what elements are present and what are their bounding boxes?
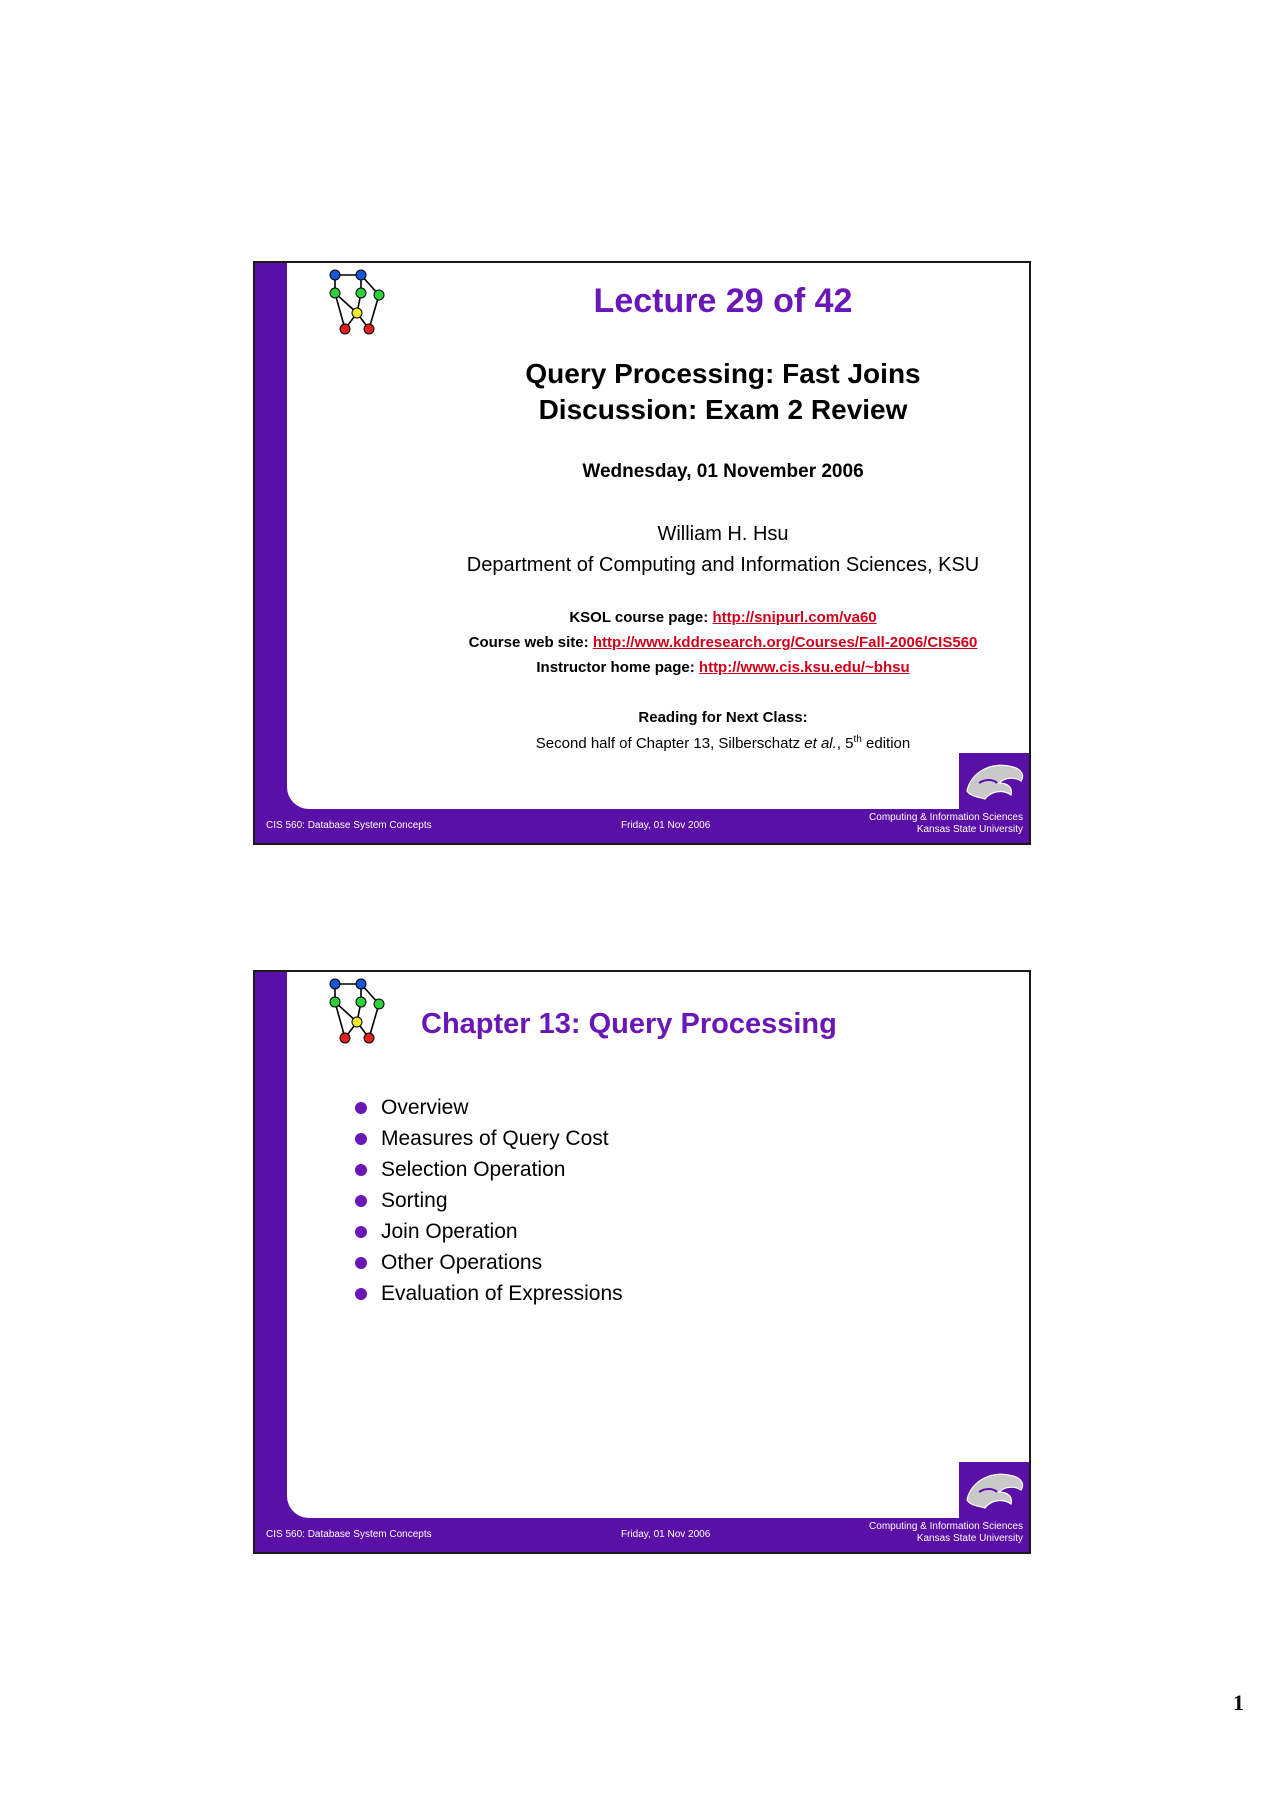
list-item: [355, 1092, 623, 1123]
ksu-wildcat-logo-icon: [959, 1462, 1029, 1520]
list-item: [355, 1216, 623, 1247]
topic-list: [355, 1092, 623, 1309]
footer-course: CIS 560: Database System Concepts: [266, 820, 432, 831]
author-name: William H. Hsu: [657, 523, 789, 545]
reading-text: [287, 734, 1029, 752]
list-item: [355, 1123, 623, 1154]
list-item-label: Sorting: [381, 1189, 448, 1212]
subtitle-line-2: Discussion: Exam 2 Review: [538, 394, 908, 425]
bullet-icon: [355, 1195, 367, 1207]
bullet-icon: [355, 1226, 367, 1238]
list-item: [355, 1247, 623, 1278]
bullet-icon: [355, 1133, 367, 1145]
footer-institution: [869, 812, 1023, 836]
list-item-label: Overview: [381, 1096, 469, 1119]
instructor-home-line: [287, 659, 1029, 676]
reading-text-post: edition: [861, 735, 911, 752]
footer-institution-line-2: Kansas State University: [916, 1533, 1023, 1544]
bullet-icon: [355, 1102, 367, 1114]
list-item-label: Selection Operation: [381, 1158, 566, 1181]
slide-content-area: [287, 972, 1029, 1518]
reading-text-mid: , 5: [836, 735, 854, 752]
bullet-icon: [355, 1257, 367, 1269]
ksol-label: KSOL course page:: [569, 609, 713, 626]
course-web-label: Course web site:: [468, 634, 593, 651]
footer-institution-line-1: Computing & Information Sciences: [869, 1521, 1023, 1532]
footer-date: Friday, 01 Nov 2006: [621, 1529, 711, 1540]
ksol-link[interactable]: http://snipurl.com/va60: [712, 609, 877, 626]
ksu-wildcat-logo-icon: [959, 753, 1029, 811]
reading-text-italic: et al.: [804, 735, 837, 752]
instructor-home-label: Instructor home page:: [536, 659, 699, 676]
footer-institution-line-2: Kansas State University: [916, 824, 1023, 835]
reading-heading: Reading for Next Class:: [638, 709, 808, 726]
list-item-label: Measures of Query Cost: [381, 1127, 609, 1150]
slide-footer: [255, 1518, 1029, 1552]
page-number: 1: [1233, 1690, 1244, 1715]
chapter-title: Chapter 13: Query Processing: [421, 1008, 837, 1040]
footer-date: Friday, 01 Nov 2006: [621, 820, 711, 831]
footer-institution-line-1: Computing & Information Sciences: [869, 812, 1023, 823]
slide-content-area: [287, 263, 1029, 809]
slide-lecture-title: [253, 261, 1031, 845]
list-item: [355, 1154, 623, 1185]
reading-text-pre: Second half of Chapter 13, Silberschatz: [535, 735, 805, 752]
list-item-label: Evaluation of Expressions: [381, 1282, 623, 1305]
list-item-label: Other Operations: [381, 1251, 543, 1274]
kdd-graph-logo-icon: [323, 974, 389, 1050]
ksol-course-line: [287, 609, 1029, 626]
bullet-icon: [355, 1164, 367, 1176]
lecture-title: Lecture 29 of 42: [593, 282, 853, 320]
bullet-icon: [355, 1288, 367, 1300]
slide-chapter-overview: [253, 970, 1031, 1554]
course-web-link[interactable]: http://www.kddresearch.org/Courses/Fall-2006/CIS560: [592, 634, 978, 651]
department-name: Department of Computing and Information Sciences, KSU: [466, 554, 980, 576]
footer-course: CIS 560: Database System Concepts: [266, 1529, 432, 1540]
reading-text-sup: th: [853, 734, 862, 745]
slide-footer: [255, 809, 1029, 843]
list-item: [355, 1278, 623, 1309]
footer-institution: [869, 1521, 1023, 1545]
lecture-date: Wednesday, 01 November 2006: [582, 461, 864, 482]
instructor-home-link[interactable]: http://www.cis.ksu.edu/~bhsu: [698, 659, 910, 676]
list-item: [355, 1185, 623, 1216]
list-item-label: Join Operation: [381, 1220, 518, 1243]
course-web-line: [287, 634, 1029, 651]
subtitle-line-1: Query Processing: Fast Joins: [525, 358, 921, 389]
